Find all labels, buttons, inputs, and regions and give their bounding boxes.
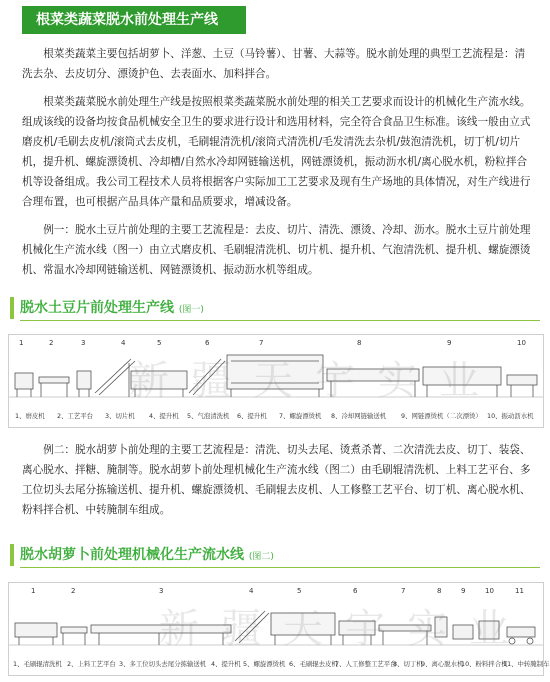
intro-paragraph-3: 例一：脱水土豆片前处理的主要工艺流程是：去皮、切片、清洗、漂烫、冷却、沥水。脱水土豆片前处理机械化生产流水线（图一）由立式磨皮机、毛刷辊清洗机、切片机、提升机、气泡清洗机、提升机、螺旋漂烫机、常温水冷却网链输送机、网链漂烫机、振动沥水机等组成。 (22, 224, 531, 276)
machine-number-label: 4 (249, 587, 254, 595)
machine-number-label: 10 (517, 339, 526, 347)
page-title: 根菜类蔬菜脱水前处理生产线 (36, 12, 218, 28)
section-title-text: 脱水土豆片前处理生产线 (20, 300, 174, 316)
machine-number-label: 2 (49, 339, 54, 347)
caption-item: 4、提升机 (149, 412, 179, 420)
caption-item: 3、多工位切头去尾分拣输送机 (119, 660, 207, 668)
section-title (20, 297, 204, 321)
intro-paragraph-1: 根菜类蔬菜主要包括胡萝卜、洋葱、土豆（马铃薯）、甘薯、大蒜等。脱水前处理的典型工艺流程是：清洗去杂、去皮切分、漂烫护色、去表面水、加料拌合。 (22, 48, 526, 80)
caption-item: 11、中转腌制车 (503, 660, 550, 668)
machine-number-label: 10 (485, 587, 494, 595)
machine-number-label: 11 (515, 587, 524, 595)
machine-number-label: 9 (447, 339, 452, 347)
caption-item: 1、毛刷辊清洗机 (13, 660, 62, 668)
intro-paragraph-2: 根菜类蔬菜脱水前处理生产线是按照根菜类蔬菜脱水前处理的相关工艺要求而设计的机械化生产流水线。组成该线的设备均按食品机械安全卫生的要求进行设计和选用材料，完全符合食品卫生标准。该线一般由立式磨皮机/毛刷去皮机/滚筒式去皮机，毛刷辊清洗机/滚筒式清洗机/毛发清洗去杂机/鼓泡清洗机，切丁机/切片机，提升机、螺旋漂烫机、冷却槽/自然水冷却网链输送机，网链漂烫机，振动沥水机/离心脱水机，粉粒拌合机等设备组成。我公司工程技术人员将根据客户实际加工工艺要求及现有生产场地的具体情况，对生产线进行合理布置，也可根据产品具体产量和品质要求，增减设备。 (22, 96, 531, 208)
caption-item: 9、网链漂烫机（二次漂烫） (401, 412, 482, 420)
machine-number-label: 9 (461, 587, 466, 595)
caption-item: 6、提升机 (237, 412, 267, 420)
heading-rule (20, 320, 540, 321)
caption-item: 4、提升机 (211, 660, 241, 668)
caption-item: 5、气泡清洗机 (187, 412, 230, 420)
watermark: 新疆天宇实业 (159, 606, 531, 652)
caption-item: 2、工艺平台 (57, 412, 94, 420)
caption-item: 1、磨皮机 (15, 412, 45, 420)
machine-number-label: 7 (401, 587, 406, 595)
caption-item: 8、冷却网链输送机 (331, 412, 387, 420)
section-subtitle: (图一) (178, 305, 204, 315)
heading-accent-bar (10, 297, 14, 319)
section-banner (22, 6, 246, 34)
caption-item: 10、粉料拌合机 (461, 660, 508, 668)
example-2-paragraph: 例二：脱水胡萝卜前处理的主要工艺流程是：清洗、切头去尾、烫煮杀菁、二次清洗去皮、切丁、装袋、离心脱水、拌糖、腌制等。脱水胡萝卜前处理机械化生产流水线（图二）由毛刷辊清洗机、上料工艺平台、多工位切头去尾分拣输送机、提升机、螺旋漂烫机、毛刷辊去皮机、人工修整工艺平台、切丁机、离心脱水机、粉料拌合机、中转腌制车组成。 (22, 444, 531, 516)
machine-number-label: 6 (205, 339, 210, 347)
process-diagram-potato (8, 334, 544, 428)
machine-number-label: 1 (31, 587, 36, 595)
caption-item: 7、螺旋漂烫机 (279, 412, 322, 420)
caption-item: 3、切片机 (105, 412, 135, 420)
machine-number-label: 6 (353, 587, 358, 595)
section-subtitle: (图二) (248, 552, 274, 562)
machine-number-label: 7 (259, 339, 264, 347)
caption-item: 9、离心脱水机 (421, 660, 464, 668)
machine-number-label: 8 (437, 587, 442, 595)
caption-item: 7、人工修整工艺平台 (335, 660, 397, 668)
heading-rule (20, 567, 540, 568)
machine-number-label: 3 (159, 587, 164, 595)
heading-accent-bar (10, 544, 14, 566)
machine-number-label: 5 (157, 339, 162, 347)
machine-number-label: 1 (19, 339, 24, 347)
caption-item: 10、振动沥水机 (487, 412, 534, 420)
machine-number-label: 4 (121, 339, 126, 347)
section-heading-carrot (10, 544, 540, 568)
machine-number-label: 8 (357, 339, 362, 347)
caption-item: 5、螺旋漂烫机 (243, 660, 286, 668)
machine-number-label: 5 (297, 587, 302, 595)
section-title (20, 544, 274, 568)
caption-item: 8、切丁机 (393, 660, 423, 668)
machine-number-label: 2 (71, 587, 76, 595)
section-title-text: 脱水胡萝卜前处理机械化生产流水线 (20, 547, 244, 563)
process-diagram-carrot (8, 582, 550, 676)
section-heading-potato (10, 297, 540, 321)
watermark: 新疆天宇实业 (129, 358, 501, 404)
caption-item: 2、上料工艺平台 (67, 660, 116, 668)
machine-number-label: 3 (81, 339, 86, 347)
caption-item: 6、毛刷辊去皮机 (289, 660, 338, 668)
diagram-caption-carrot (9, 657, 550, 673)
diagram-caption-potato (9, 409, 543, 425)
